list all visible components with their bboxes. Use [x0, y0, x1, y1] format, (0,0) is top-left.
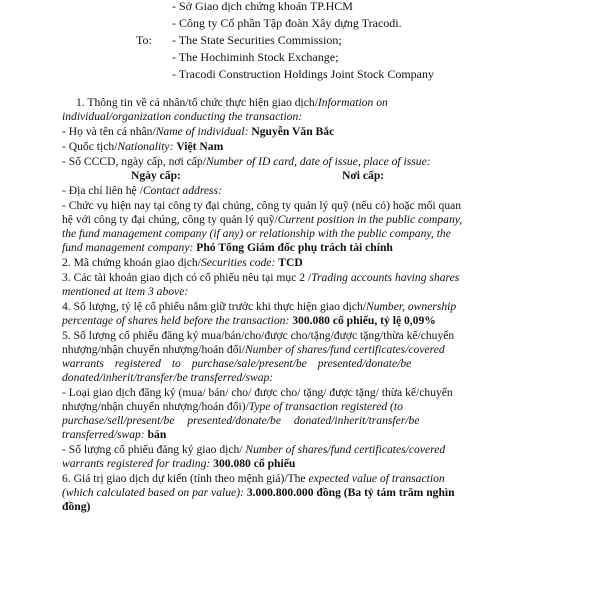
holdings-before-value: 300.080 cổ phiếu, tỷ lệ 0,09%: [292, 314, 436, 327]
s1-heading-cont: individual/organization conducting the transaction:: [62, 110, 303, 123]
recipient-vn-2: - Công ty Cổ phần Tập đoàn Xây dựng Tracodi.: [172, 16, 402, 30]
expected-value: 3.000.800.000 đồng (Ba tỷ tám trăm nghìn: [246, 486, 455, 499]
address-line: - Địa chỉ liên hệ /Contact address:: [62, 184, 222, 197]
s5-line-2: nhượng/nhận chuyển nhượng/hoán đổi/Number of shares/fund certificates/covered: [62, 343, 445, 356]
position-line-1: - Chức vụ hiện nay tại công ty đại chúng, công ty quản lý quỹ (nếu có) hoặc mối quan: [62, 199, 462, 212]
transaction-type-value: bán: [147, 428, 167, 441]
s6-line-2: (which calculated based on par value): 3.000.800.000 đồng (Ba tỷ tám trăm nghìn: [62, 486, 455, 499]
s1-heading: 1. Thông tin về cá nhân/tổ chức thực hiện giao dịch/Information on: [76, 96, 388, 109]
s3-line-1: 3. Các tài khoản giao dịch có cổ phiếu nêu tại mục 2 /Trading accounts having shares: [62, 271, 460, 284]
registered-shares-value: 300.080 cổ phiếu: [213, 457, 296, 470]
issue-date-label: Ngày cấp:: [131, 169, 181, 182]
nationality-value: Việt Nam: [176, 140, 224, 153]
s5c-line-2: warrants registered for trading: 300.080 cổ phiếu: [62, 457, 296, 470]
position-line-3: the fund management company (if any) or relationship with the public company, the: [62, 227, 451, 240]
position-line-4: fund management company: Phó Tổng Giám đốc phụ trách tài chính: [62, 241, 393, 254]
position-line-2: hệ với công ty đại chúng, công ty quản lý quỹ/Current position in the public company,: [62, 213, 463, 226]
s4-line-1: 4. Số lượng, tỷ lệ cổ phiếu nắm giữ trước khi thực hiện giao dịch/Number, ownership: [62, 300, 457, 313]
to-label: To:: [136, 33, 152, 47]
position-value: Phó Tổng Giám đốc phụ trách tài chính: [196, 241, 393, 254]
s5b-line-1: - Loại giao dịch đăng ký (mua/ bán/ cho/ được cho/ tặng/ được tặng/ thừa kế/chuyển: [62, 386, 453, 399]
issue-place-label: Nơi cấp:: [342, 169, 385, 182]
id-line: - Số CCCD, ngày cấp, nơi cấp/Number of ID card, date of issue, place of issue:: [62, 155, 431, 168]
s5c-line-1: - Số lượng cổ phiếu đăng ký giao dịch/ Number of shares/fund certificates/covered: [62, 443, 446, 456]
s6-line-1: 6. Giá trị giao dịch dự kiến (tính theo mệnh giá)/The expected value of transaction: [62, 472, 445, 485]
recipient-en-3: - Tracodi Construction Holdings Joint Stock Company: [172, 67, 435, 81]
s3-line-2: mentioned at item 3 above:: [62, 285, 189, 298]
recipient-en-1: - The State Securities Commission;: [172, 33, 342, 47]
s5b-line-3: purchase/sell/present/be presented/donate/be donated/inherit/transfer/be: [62, 414, 420, 427]
s5-line-4: donated/inherit/transfer/be transferred/swap:: [62, 371, 274, 384]
s4-line-2: percentage of shares held before the transaction: 300.080 cổ phiếu, tỷ lệ 0,09%: [62, 314, 436, 327]
name-line: - Họ và tên cá nhân/Name of individual: Nguyễn Văn Bắc: [62, 125, 335, 138]
s6-line-3: đồng): [62, 500, 91, 513]
s5b-line-4: transferred/swap: bán: [62, 428, 167, 441]
securities-code-value: TCD: [278, 256, 303, 269]
recipient-en-2: - The Hochiminh Stock Exchange;: [172, 50, 339, 64]
s5b-line-2: nhượng/nhận chuyển nhượng/hoán đổi)/Type of transaction registered (to: [62, 400, 403, 413]
s5-line-3: warrants registered to purchase/sale/present/be presented/donate/be: [62, 357, 412, 370]
nationality-line: - Quốc tịch/Nationality: Việt Nam: [62, 140, 224, 153]
name-value: Nguyễn Văn Bắc: [251, 125, 335, 138]
s2-line: 2. Mã chứng khoán giao dịch/Securities code: TCD: [62, 256, 303, 269]
s5-line-1: 5. Số lượng cổ phiếu đăng ký mua/bán/cho/được cho/tặng/được tặng/thừa kế/chuyển: [62, 329, 455, 342]
recipient-vn-1: - Sở Giao dịch chứng khoán TP.HCM: [172, 0, 353, 13]
